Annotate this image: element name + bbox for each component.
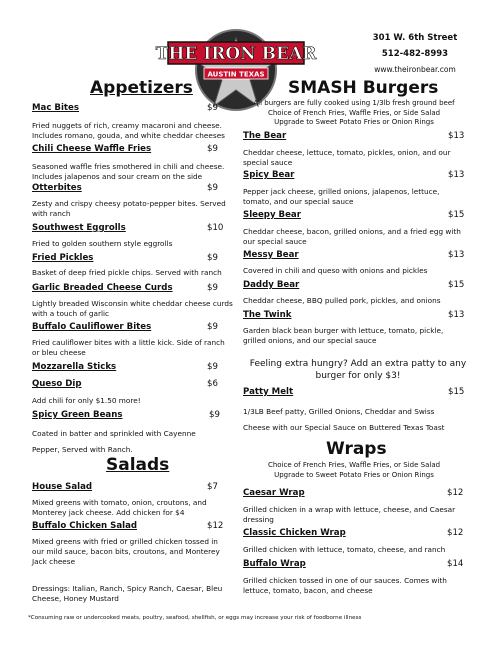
price-spicy-bear: $13 [448, 170, 465, 180]
desc-the-twink: Garden black bean burger with lettuce, tomato, pickle, grilled onions, and our special sauce [243, 326, 444, 345]
desc-buffalo-wrap: Grilled chicken tossed in one of our sauces. Comes with lettuce, tomato, bacon, and cheese [243, 576, 447, 595]
desc-fried-pickles: Basket of deep fried pickle chips. Served with ranch [32, 268, 222, 277]
item-the-bear: The Bear [243, 131, 287, 141]
price-cheese-curds: $9 [207, 283, 218, 293]
price-spicy-green-beans: $9 [209, 410, 220, 420]
extra-patty-notice: Feeling extra hungry? Add an extra patty to any burger for only $3! [249, 359, 467, 381]
brand-city: AUSTIN TEXAS [207, 70, 265, 79]
desc-sleepy-bear: Cheddar cheese, bacon, grilled onions, and a fried egg with our special sauce [243, 227, 461, 246]
item-spicy-bear: Spicy Bear [243, 170, 295, 180]
salad-dressings: Dressings: Italian, Ranch, Spicy Ranch, Caesar, Bleu Cheese, Honey Mustard [32, 584, 223, 603]
desc-patty-melt: 1/3LB Beef patty, Grilled Onions, Cheddar and Swiss Cheese with our Special Sauce on Buttered Texas Toast [243, 407, 445, 432]
price-southwest-eggrolls: $10 [207, 223, 224, 233]
desc-house-salad: Mixed greens with tomato, onion, croutons, and Monterey jack cheese. Add chicken for $4 [32, 498, 207, 517]
burgers-notes: All burgers are fully cooked using 1/3lb fresh ground beef Choice of French Fries, Waffle Fries, or Side Salad Upgrade to Sweet Potato Fries or Onion Rings [253, 99, 455, 126]
wraps-notes: Choice of French Fries, Waffle Fries, or Side Salad Upgrade to Sweet Potato Fries or Onion Rings [267, 461, 441, 479]
price-daddy-bear: $15 [448, 280, 465, 290]
price-house-salad: $7 [207, 482, 218, 492]
desc-southwest-eggrolls: Fried to golden southern style eggrolls [32, 239, 173, 248]
brand-name: THE IRON BEAR [155, 44, 317, 64]
item-caesar-wrap: Caesar Wrap [243, 488, 305, 498]
desc-mac-bites: Fried nuggets of rich, creamy macaroni and cheese. Includes romano, gouda, and white cheddar cheeses [32, 121, 225, 140]
desc-caesar-wrap: Grilled chicken in a wrap with lettuce, cheese, and Caesar dressing [243, 505, 456, 524]
item-classic-chicken-wrap: Classic Chicken Wrap [243, 528, 346, 538]
appetizers-heading: Appetizers [90, 78, 193, 98]
desc-otterbites: Zesty and crispy cheesy potato-pepper bites. Served with ranch [32, 199, 226, 218]
price-fried-pickles: $9 [207, 253, 218, 263]
desc-queso-dip: Add chili for only $1.50 more! [32, 396, 141, 405]
desc-daddy-bear: Cheddar cheese, BBQ pulled pork, pickles, and onions [243, 296, 441, 305]
price-messy-bear: $13 [448, 250, 465, 260]
desc-buffalo-cauliflower: Fried cauliflower bites with a little kick. Side of ranch or bleu cheese [32, 338, 225, 357]
desc-spicy-bear: Pepper jack cheese, grilled onions, jalapenos, lettuce, tomato, and our special sauce [243, 187, 440, 206]
price-queso-dip: $6 [207, 379, 218, 389]
price-buffalo-cauliflower: $9 [207, 322, 218, 332]
contact-block [340, 30, 490, 78]
desc-buffalo-chicken-salad: Mixed greens with fried or grilled chicken tossed in our mild sauce, bacon bits, croutons, and Monterey Jack cheese [32, 537, 220, 566]
item-queso-dip: Queso Dip [32, 379, 82, 389]
phone: 512-482-8993 [381, 49, 449, 59]
desc-spicy-green-beans: Coated in batter and sprinkled with Cayenne Pepper, Served with Ranch. [32, 429, 196, 454]
desc-cheese-curds: Lightly breaded Wisconsin white cheddar cheese curds with a touch of garlic [32, 299, 233, 318]
item-fried-pickles: Fried Pickles [32, 253, 94, 263]
desc-the-bear: Cheddar cheese, lettuce, tomato, pickles, onion, and our special sauce [243, 148, 451, 167]
item-mac-bites: Mac Bites [32, 103, 79, 113]
item-sleepy-bear: Sleepy Bear [243, 210, 301, 220]
food-safety-footnote: *Consuming raw or undercooked meats, poultry, seafood, shellfish, or eggs may increase your risk of foodborne illness [28, 615, 362, 621]
item-patty-melt: Patty Melt [243, 387, 294, 397]
price-mozzarella-sticks: $9 [207, 362, 218, 372]
website: www.theironbear.com [374, 65, 456, 74]
item-daddy-bear: Daddy Bear [243, 280, 300, 290]
item-chili-cheese-fries: Chili Cheese Waffle Fries [32, 144, 152, 154]
address: 301 W. 6th Street [372, 33, 458, 43]
item-the-twink: The Twink [243, 310, 292, 320]
item-southwest-eggrolls: Southwest Eggrolls [32, 223, 126, 233]
price-caesar-wrap: $12 [447, 488, 464, 498]
price-the-twink: $13 [448, 310, 465, 320]
item-messy-bear: Messy Bear [243, 250, 299, 260]
item-buffalo-chicken-salad: Buffalo Chicken Salad [32, 521, 138, 531]
price-classic-chicken-wrap: $12 [447, 528, 464, 538]
wraps-heading: Wraps [326, 439, 387, 459]
price-chili-cheese-fries: $9 [207, 144, 218, 154]
item-mozzarella-sticks: Mozzarella Sticks [32, 362, 117, 372]
salads-heading: Salads [106, 455, 170, 475]
item-cheese-curds: Garlic Breaded Cheese Curds [32, 283, 173, 293]
item-buffalo-cauliflower: Buffalo Cauliflower Bites [32, 322, 152, 332]
price-sleepy-bear: $15 [448, 210, 465, 220]
item-spicy-green-beans: Spicy Green Beans [32, 410, 123, 420]
burgers-heading: SMASH Burgers [288, 78, 439, 98]
item-otterbites: Otterbites [32, 183, 82, 193]
price-mac-bites: $9 [207, 103, 218, 113]
price-the-bear: $13 [448, 131, 465, 141]
item-house-salad: House Salad [32, 482, 93, 492]
price-patty-melt: $15 [448, 387, 465, 397]
desc-messy-bear: Covered in chili and queso with onions and pickles [243, 266, 428, 275]
desc-classic-chicken-wrap: Grilled chicken with lettuce, tomato, cheese, and ranch [243, 545, 446, 554]
price-otterbites: $9 [207, 183, 218, 193]
desc-chili-cheese-fries: Seasoned waffle fries smothered in chili and cheese. Includes jalapenos and sour cream on the side [32, 162, 225, 181]
item-buffalo-wrap: Buffalo Wrap [243, 559, 306, 569]
price-buffalo-chicken-salad: $12 [207, 521, 224, 531]
price-buffalo-wrap: $14 [447, 559, 464, 569]
